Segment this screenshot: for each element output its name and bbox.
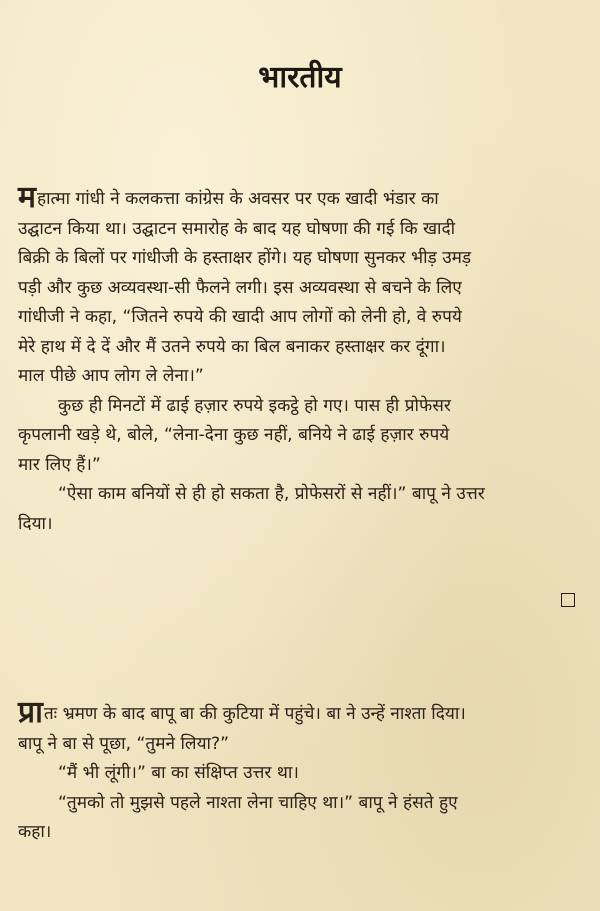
anecdote-1-line-3: बिक्री के बिलों पर गांधीजी के हस्ताक्षर होंगे। यह घोषणा सुनकर भीड़ उमड़ <box>18 248 472 268</box>
anecdote-1-line-12: दिया। <box>18 513 53 534</box>
anecdote-1 <box>18 180 584 539</box>
anecdote-1-line-6: मेरे हाथ में दे दें और मैं उतने रुपये का बिल बनाकर हस्ताक्षर कर दूंगा। <box>18 336 446 357</box>
anecdote-1-line-10: मार लिए हैं।” <box>18 454 101 475</box>
anecdote-2-line-1 <box>18 695 584 730</box>
page-title: भारतीय <box>258 60 342 95</box>
anecdote-1-line-11: “ऐसा काम बनियों से ही हो सकता है, प्रोफेसरों से नहीं।” बापू ने उत्तर <box>58 484 485 504</box>
anecdote-1-line-8: कुछ ही मिनटों में ढाई हज़ार रुपये इकट्ठे हो गए। पास ही प्रोफेसर <box>58 395 451 416</box>
anecdote-1-line-9: कृपलानी खड़े थे, बोले, “लेना-देना कुछ नहीं, बनिये ने ढाई हज़ार रुपये <box>18 425 450 445</box>
anecdote-2-line-2: बापू ने बा से पूछा, “तुमने लिया?” <box>18 733 230 754</box>
anecdote-2-line-3: “मैं भी लूंगी।” बा का संक्षिप्त उत्तर था। <box>58 763 299 783</box>
anecdote-1-line-7: माल पीछे आप लोग ले लेना।” <box>18 366 204 386</box>
anecdote-2 <box>18 695 584 848</box>
dropcap-pra: प्रा <box>18 695 43 730</box>
anecdote-2-line-4: “तुमको तो मुझसे पहले नाश्ता लेना चाहिए था।” बापू ने हंसते हुए <box>58 792 458 813</box>
anecdote-1-line-1 <box>18 180 584 215</box>
anecdote-1-line-2: उद्घाटन किया था। उद्घाटन समारोह के बाद यह घोषणा की गई कि खादी <box>18 218 456 239</box>
anecdote-2-line-5: कहा। <box>18 822 52 842</box>
anecdote-1-line-5: गांधीजी ने कहा, “जितने रुपये की खादी आप लोगों को लेनी हो, वे रुपये <box>18 307 462 327</box>
section-end-box-icon <box>561 593 575 607</box>
line-text: तः भ्रमण के बाद बापू बा की कुटिया में पहुंचे। बा ने उन्हें नाश्ता दिया। <box>43 704 466 724</box>
line-text: हात्मा गांधी ने कलकत्ता कांग्रेस के अवसर पर एक खादी भंडार का <box>36 189 439 209</box>
anecdote-1-line-4: पड़ी और कुछ अव्यवस्था-सी फैलने लगी। इस अव्यवस्था से बचने के लिए <box>18 277 462 298</box>
dropcap-ma: म <box>18 180 36 215</box>
